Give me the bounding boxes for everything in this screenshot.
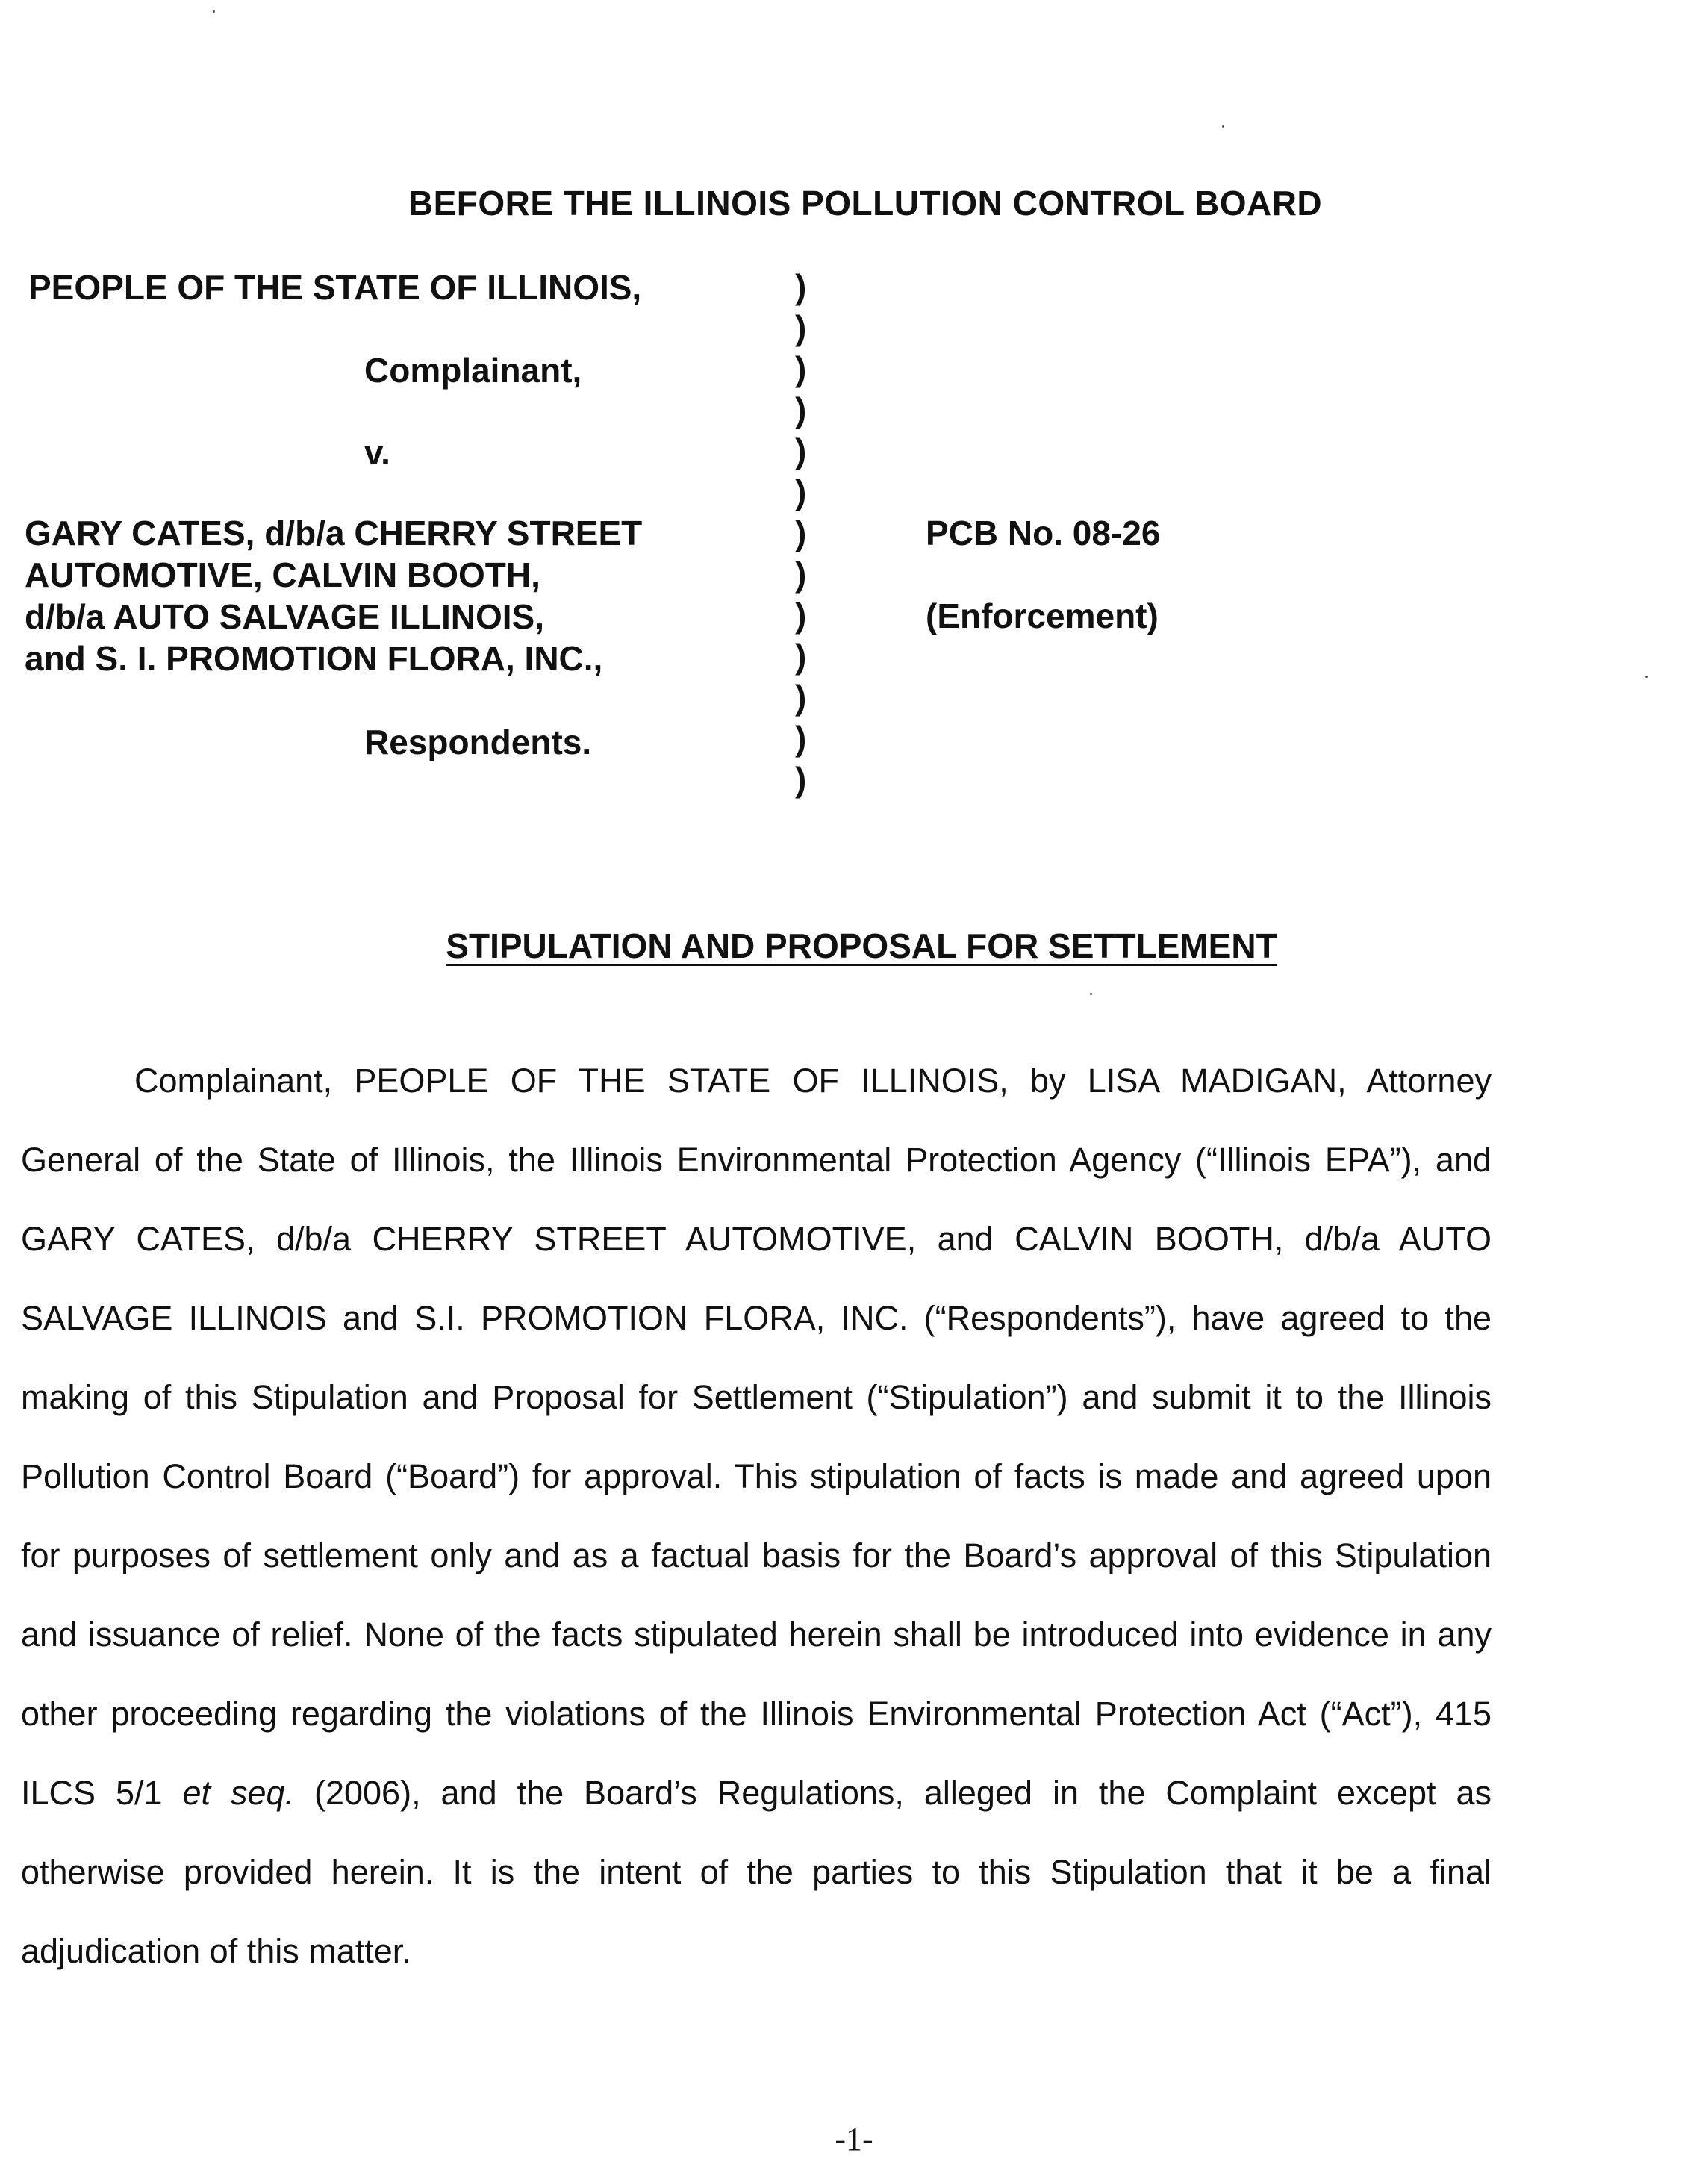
body-text-italic: et seq. [182, 1774, 295, 1812]
respondent-line: GARY CATES, d/b/a CHERRY STREET [25, 514, 643, 552]
scan-speck [1090, 993, 1092, 995]
page-number: -1- [835, 2121, 873, 2158]
paren: ) [795, 637, 807, 676]
caption-parens [795, 267, 825, 800]
scan-speck [213, 10, 215, 13]
body-text-part1: Complainant, PEOPLE OF THE STATE OF ILLINOIS, by LISA MADIGAN, Attorney General of the State of Illinois, the Illinois Environmental Protection Agency (“Illinois EPA”), and GARY CATES, d/b/a CHERRY STREET AUTOMOTIVE, and CALVIN BOOTH, d/b/a AUTO SALVAGE ILLINOIS and S.I. PROMOTION FLORA, INC. (“Respondents”), have agreed to the making of this Stipulation and Proposal for Settlement (“Stipulation”) and submit it to the Illinois Pollution Control Board (“Board”) for approval. This stipulation of facts is made and agreed upon for purposes of settlement only and as a factual basis for the Board’s approval of this Stipulation and issuance of relief. None of the facts stipulated herein shall be introduced into evidence in any other proceeding regarding the violations of the Illinois Environmental Protection Act (“Act”), 415 ILCS 5/1 [21, 1062, 1492, 1812]
court-heading: BEFORE THE ILLINOIS POLLUTION CONTROL BOARD [408, 184, 1323, 222]
paren: ) [795, 432, 807, 470]
scan-speck [1222, 125, 1224, 128]
respondent-line: d/b/a AUTO SALVAGE ILLINOIS, [25, 597, 544, 636]
document-title-text: STIPULATION AND PROPOSAL FOR SETTLEMENT [446, 926, 1277, 965]
paren: ) [795, 349, 807, 388]
paren: ) [795, 719, 807, 758]
paren: ) [795, 555, 807, 594]
paren: ) [795, 390, 807, 429]
respondent-role: Respondents. [364, 723, 592, 761]
body-text-part2: (2006), and the Board’s Regulations, alleged in the Complaint except as otherwise provided herein. It is the intent of the parties to this Stipulation that it be a final adjudication of this matter. [21, 1774, 1492, 1970]
paren: ) [795, 760, 807, 799]
scan-speck [1645, 676, 1648, 678]
document-title [0, 926, 1708, 966]
case-number: PCB No. 08-26 [926, 514, 1161, 552]
paren: ) [795, 473, 807, 511]
paren: ) [795, 514, 807, 552]
respondent-line: AUTOMOTIVE, CALVIN BOOTH, [25, 555, 540, 594]
case-type: (Enforcement) [926, 596, 1159, 635]
paren: ) [795, 308, 807, 347]
respondent-line: and S. I. PROMOTION FLORA, INC., [25, 639, 603, 678]
complainant-role: Complainant, [364, 351, 582, 390]
complainant-name: PEOPLE OF THE STATE OF ILLINOIS, [28, 268, 642, 307]
body-paragraph [21, 1041, 1492, 1991]
respondents-block [25, 512, 642, 679]
paren: ) [795, 596, 807, 635]
paren: ) [795, 678, 807, 717]
versus: v. [364, 433, 390, 472]
paren: ) [795, 267, 807, 306]
